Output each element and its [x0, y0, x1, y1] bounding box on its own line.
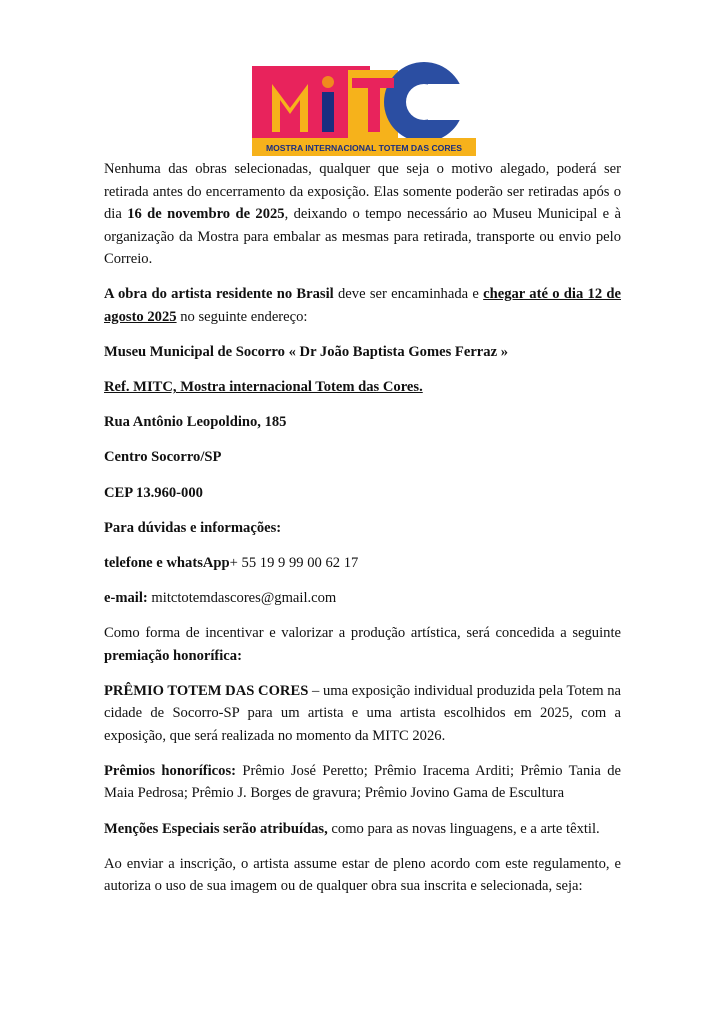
paragraph-honorary-prizes	[104, 760, 621, 805]
reference-text: Ref. MITC, Mostra internacional Totem das Cores.	[104, 379, 423, 396]
phone-label: telefone e whatsApp	[104, 554, 230, 571]
email-line	[104, 587, 621, 610]
mitc-logo-graphic	[252, 62, 476, 158]
email-value: mitctotemdascores@gmail.com	[147, 589, 337, 606]
logo-banner-text: MOSTRA INTERNACIONAL TOTEM DAS CORES	[265, 143, 463, 153]
text: como para as novas linguagens, e a arte têxtil.	[327, 820, 600, 837]
contact-heading	[104, 517, 621, 540]
city	[104, 446, 621, 469]
mitc-logo	[252, 62, 476, 158]
street-address	[104, 411, 621, 434]
city-text: Centro Socorro/SP	[104, 449, 222, 466]
email-label: e-mail:	[104, 589, 148, 606]
text-bold: PRÊMIO TOTEM DAS CORES	[104, 682, 309, 699]
text: , deixando o tempo necessário ao Museu Municipal e à organização da Mostra para embalar as mesmas para retirada, transporte ou envio pelo Correio.	[104, 206, 621, 268]
deadline-highlight: chegar até o dia 12 de agosto 2025	[104, 286, 621, 326]
paragraph-consent	[104, 853, 621, 898]
museum-name	[104, 341, 621, 364]
text: Ao enviar a inscrição, o artista assume estar de pleno acordo com este regulamento, e autoriza o uso de sua imagem ou de qualquer obra sua inscrita e selecionada, seja:	[104, 855, 621, 895]
paragraph-shipping	[104, 283, 621, 328]
museum-name-text: Museu Municipal de Socorro « Dr João Baptista Gomes Ferraz »	[104, 344, 508, 361]
paragraph-prize-intro	[104, 622, 621, 667]
paragraph-mentions	[104, 818, 621, 841]
text: Como forma de incentivar e valorizar a produção artística, será concedida a seguinte	[104, 624, 621, 641]
logo-letters: MITC	[252, 62, 255, 63]
text-bold: premiação honorífica:	[104, 647, 242, 664]
paragraph-withdrawal	[104, 158, 621, 271]
text: Prêmio José Peretto; Prêmio Iracema Arditi; Prêmio Tania de Maia Pedrosa; Prêmio J. Borges de gravura; Prêmio Jovino Gama de Escultura	[104, 762, 621, 802]
date-highlight: 16 de novembro de 2025	[127, 206, 285, 223]
postal-code	[104, 482, 621, 505]
text-bold: Prêmios honoríficos:	[104, 762, 236, 779]
reference	[104, 376, 621, 399]
contact-heading-text: Para dúvidas e informações:	[104, 519, 282, 536]
street-text: Rua Antônio Leopoldino, 185	[104, 414, 287, 431]
document-body	[104, 158, 621, 898]
phone-value: + 55 19 9 99 00 62 17	[229, 554, 359, 571]
text: – uma exposição individual produzida pela Totem na cidade de Socorro-SP para um artista e uma artista escolhidos em 2025, com a exposição, que será realizada no momento da MITC 2026.	[104, 682, 622, 744]
cep-text: CEP 13.960-000	[104, 484, 203, 501]
text-bold: Menções Especiais serão atribuídas,	[104, 820, 328, 837]
text-bold: A obra do artista residente no Brasil	[104, 286, 334, 303]
text: deve ser encaminhada e	[333, 286, 484, 303]
text: Nenhuma das obras selecionadas, qualquer que seja o motivo alegado, poderá ser retirada antes do encerramento da exposição. Elas somente poderão ser retiradas após o dia	[104, 161, 621, 223]
text: no seguinte endereço:	[176, 309, 308, 326]
phone-line	[104, 552, 621, 575]
paragraph-totem-prize	[104, 680, 621, 748]
